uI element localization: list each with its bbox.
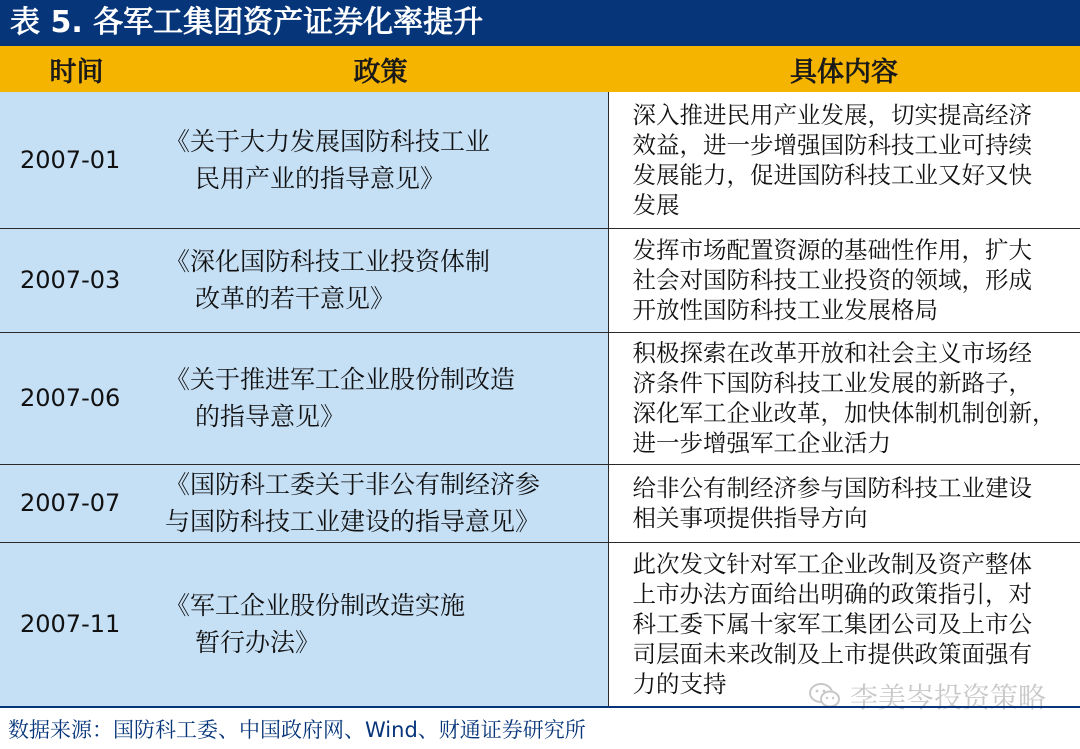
- table-row: [0, 228, 1080, 332]
- content-line: 开放性国防科技工业发展格局: [632, 296, 938, 324]
- policy-line: 的指导意见》: [195, 402, 346, 431]
- content-line: 力的支持: [632, 670, 727, 699]
- table-row: [0, 332, 1080, 464]
- row-content: [608, 92, 1080, 228]
- content-line: 此次发文针对军工企业改制及资产整体: [632, 550, 1032, 579]
- row-time: 2007-03: [0, 228, 153, 332]
- source-divider: [0, 706, 1080, 708]
- row-policy: [153, 464, 608, 542]
- data-source: 数据来源：国防科工委、中国政府网、Wind、财通证券研究所: [8, 718, 586, 742]
- header-policy: 政策: [153, 46, 608, 92]
- header-row: [0, 46, 1080, 92]
- content-line: 相关事项提供指导方向: [632, 504, 868, 532]
- table-row: [0, 92, 1080, 228]
- header-time: 时间: [0, 46, 153, 92]
- row-content: [608, 228, 1080, 332]
- content-line: 给非公有制经济参与国防科技工业建设: [632, 474, 1032, 502]
- content-line: 效益，进一步增强国防科技工业可持续: [632, 130, 1032, 159]
- row-policy: [153, 332, 608, 464]
- content-line: 发挥市场配置资源的基础性作用，扩大: [632, 236, 1032, 264]
- row-time: 2007-01: [0, 92, 153, 228]
- row-content: [608, 332, 1080, 464]
- policy-line: 与国防科技工业建设的指导意见》: [165, 507, 541, 536]
- policy-line: 《深化国防科技工业投资体制: [165, 247, 491, 276]
- watermark-text: 李美岑投资策略: [850, 681, 1047, 714]
- content-line: 深入推进民用产业发展，切实提高经济: [632, 100, 1032, 129]
- header-content: 具体内容: [608, 46, 1080, 92]
- content-line: 社会对国防科技工业投资的领域，形成: [632, 266, 1032, 294]
- row-policy: [153, 92, 608, 228]
- content-line: 科工委下属十家军工集团公司及上市公: [632, 610, 1032, 639]
- policy-line: 《国防科工委关于非公有制经济参: [165, 470, 541, 499]
- row-content: [608, 464, 1080, 542]
- row-time: 2007-06: [0, 332, 153, 464]
- policy-line: 《军工企业股份制改造实施: [165, 591, 466, 621]
- policy-line: 《关于大力发展国防科技工业: [165, 126, 491, 156]
- row-time: 2007-11: [0, 542, 153, 706]
- content-line: 进一步增强军工企业活力: [632, 429, 891, 457]
- content-line: 济条件下国防科技工业发展的新路子，: [632, 369, 1032, 397]
- policy-line: 暂行办法》: [195, 628, 321, 658]
- policy-line: 改革的若干意见》: [195, 284, 396, 313]
- watermark: [808, 678, 1046, 714]
- content-line: 上市办法方面给出明确的政策指引，对: [632, 580, 1032, 609]
- policy-table: [0, 46, 1080, 706]
- policy-line: 《关于推进军工企业股份制改造: [165, 365, 516, 394]
- table-row: [0, 464, 1080, 542]
- content-line: 积极探索在改革开放和社会主义市场经: [632, 339, 1032, 367]
- content-line: 司层面未来改制及上市提供政策面强有: [632, 640, 1032, 669]
- row-time: 2007-07: [0, 464, 153, 542]
- content-line: 深化军工企业改革，加快体制机制创新，: [632, 399, 1056, 427]
- policy-line: 民用产业的指导意见》: [195, 163, 446, 193]
- table-title: 表 5. 各军工集团资产证券化率提升: [0, 0, 1080, 46]
- row-policy: [153, 228, 608, 332]
- content-line: 发展能力，促进国防科技工业又好又快: [632, 160, 1032, 189]
- row-policy: [153, 542, 608, 706]
- content-line: 发展: [632, 190, 680, 219]
